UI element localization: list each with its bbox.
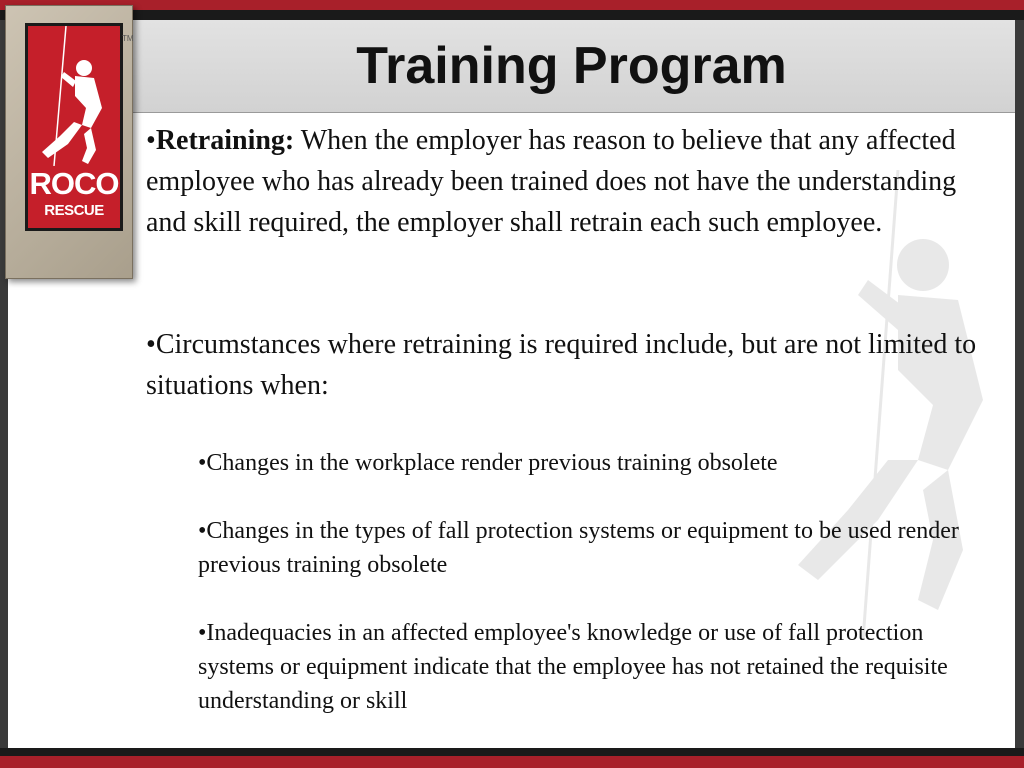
slide-canvas [8,20,1015,748]
bullet-marker: • [146,125,156,156]
bullet-marker: • [198,450,207,476]
rappelling-climber-icon [28,26,120,166]
bullet-circumstances [146,324,996,406]
bullet-text: Circumstances where retraining is required include, but are not limited to situations when: [146,329,977,401]
logo-red-panel [25,23,123,231]
trademark-mark: TM [122,34,134,43]
bullet-text: When the employer has reason to believe that any affected employee who has already been trained does not have the understanding and skill required, the employer shall retrain each such employee. [146,125,957,238]
sub-bullet-text: Inadequacies in an affected employee's knowledge or use of fall protection systems or equipment indicate that the employee has not retained the requisite understanding or skill [198,620,948,714]
bottom-red-stripe [0,756,1024,768]
bullet-marker: • [146,329,156,360]
bottom-dark-stripe [0,748,1024,756]
sub-bullet-inadequacies [198,616,998,718]
bullet-marker: • [198,518,207,544]
roco-rescue-logo [5,5,133,279]
logo-text-rescue: RESCUE [44,202,104,219]
bullet-marker: • [198,620,207,646]
sub-bullet-text: Changes in the types of fall protection systems or equipment to be used render previous training obsolete [198,518,959,578]
sub-bullet-equipment-changes [198,514,998,582]
top-red-stripe [0,0,1024,10]
top-dark-stripe [0,10,1024,20]
sub-bullet-text: Changes in the workplace render previous training obsolete [206,450,778,476]
bullet-retraining [146,120,996,243]
bullet-lead-label: Retraining: [155,125,295,156]
title-bar [8,20,1015,113]
slide-title: Training Program [356,37,787,95]
logo-text-roco: ROCO [29,166,119,201]
sub-bullet-workplace-changes [198,446,998,480]
